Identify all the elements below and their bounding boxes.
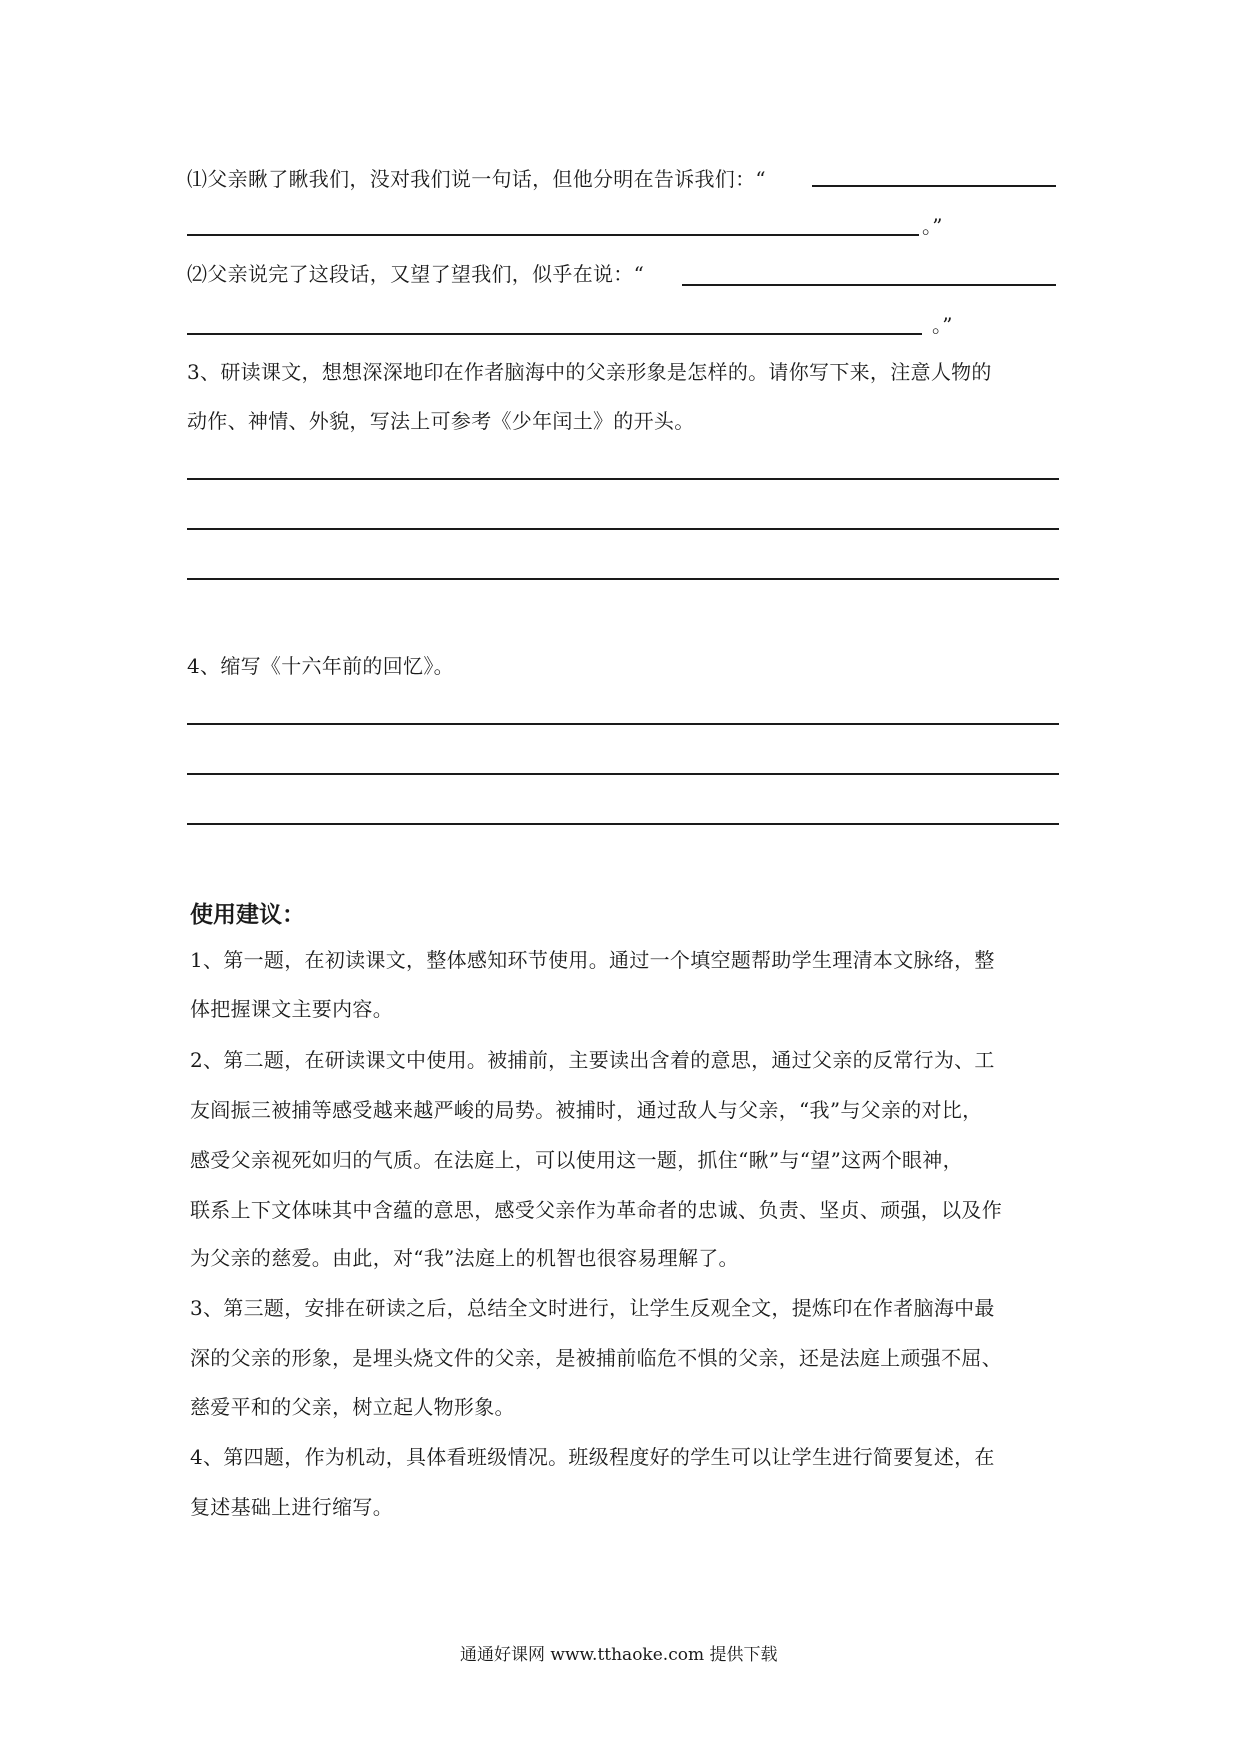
- q3-answer-line-3[interactable]: [187, 578, 1059, 580]
- suggestion-line: 1、第一题，在初读课文，整体感知环节使用。通过一个填空题帮助学生理清本文脉络，整: [190, 948, 995, 972]
- suggestion-line: 联系上下文体味其中含蕴的意思，感受父亲作为革命者的忠诚、负责、坚贞、顽强，以及作: [190, 1198, 1002, 1222]
- q1-part2-answer-line-1[interactable]: [682, 284, 1056, 286]
- suggestion-line: 复述基础上进行缩写。: [190, 1495, 393, 1519]
- q1-part1-text: ⑴父亲瞅了瞅我们，没对我们说一句话，但他分明在告诉我们：“: [187, 167, 766, 191]
- q3-answer-line-2[interactable]: [187, 528, 1059, 530]
- suggestion-line: 3、第三题，安排在研读之后，总结全文时进行，让学生反观全文，提炼印在作者脑海中最: [190, 1296, 995, 1320]
- suggestion-line: 4、第四题，作为机动，具体看班级情况。班级程度好的学生可以让学生进行简要复述，在: [190, 1445, 995, 1469]
- q1-part2-answer-line-2[interactable]: [187, 333, 922, 335]
- q1-part2-text: ⑵父亲说完了这段话，又望了望我们，似乎在说：“: [187, 262, 645, 286]
- q4-line-1: 4、缩写《十六年前的回忆》。: [187, 654, 454, 678]
- q3-answer-line-1[interactable]: [187, 478, 1059, 480]
- suggestions-title: 使用建议：: [190, 902, 305, 928]
- suggestion-line: 友阎振三被捕等感受越来越严峻的局势。被捕时，通过敌人与父亲，“我”与父亲的对比，: [190, 1098, 983, 1122]
- suggestion-line: 为父亲的慈爱。由此，对“我”法庭上的机智也很容易理解了。: [190, 1246, 739, 1270]
- suggestion-line: 慈爱平和的父亲，树立起人物形象。: [190, 1395, 515, 1419]
- q3-line-1: 3、研读课文，想想深深地印在作者脑海中的父亲形象是怎样的。请你写下来，注意人物的: [187, 360, 992, 384]
- suggestion-line: 体把握课文主要内容。: [190, 997, 393, 1021]
- q1-part1-answer-line-2[interactable]: [187, 234, 919, 236]
- suggestion-line: 2、第二题，在研读课文中使用。被捕前，主要读出含着的意思，通过父亲的反常行为、工: [190, 1048, 995, 1072]
- suggestion-line: 深的父亲的形象，是埋头烧文件的父亲，是被捕前临危不惧的父亲，还是法庭上顽强不屈、: [190, 1346, 1002, 1370]
- q4-answer-line-1[interactable]: [187, 723, 1059, 725]
- q1-part2-end: 。”: [932, 313, 953, 337]
- q4-answer-line-3[interactable]: [187, 823, 1059, 825]
- q1-part1-answer-line-1[interactable]: [812, 185, 1056, 187]
- suggestion-line: 感受父亲视死如归的气质。在法庭上，可以使用这一题，抓住“瞅”与“望”这两个眼神，: [190, 1148, 963, 1172]
- q3-line-2: 动作、神情、外貌，写法上可参考《少年闰土》的开头。: [187, 409, 695, 433]
- footer-credit: 通通好课网 www.tthaoke.com 提供下载: [460, 1645, 778, 1665]
- q1-part1-end: 。”: [922, 214, 943, 238]
- q4-answer-line-2[interactable]: [187, 773, 1059, 775]
